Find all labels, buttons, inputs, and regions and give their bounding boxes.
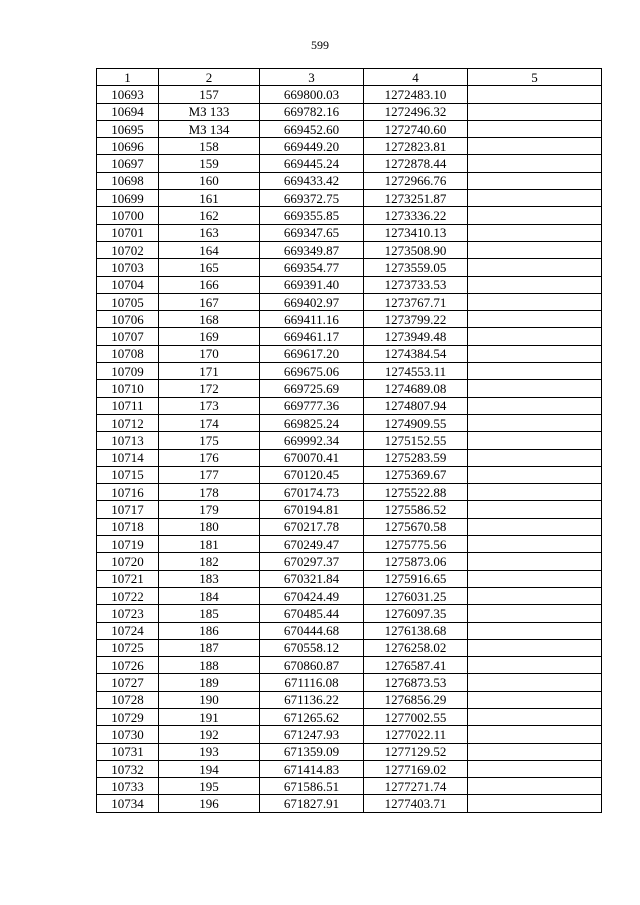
table-cell-col-4: 1272496.32: [364, 103, 468, 120]
table-row: [97, 501, 602, 518]
table-cell-col-1: 10732: [97, 760, 159, 777]
table-cell-col-1: 10733: [97, 778, 159, 795]
table-row: [97, 241, 602, 258]
table-cell-col-5: [468, 86, 602, 103]
table-cell-col-1: 10729: [97, 708, 159, 725]
column-header-1: 1: [97, 69, 159, 86]
table-cell-col-2: 189: [159, 674, 260, 691]
table-cell-col-4: 1276138.68: [364, 622, 468, 639]
table-cell-col-2: 166: [159, 276, 260, 293]
table-cell-col-5: [468, 466, 602, 483]
table-cell-col-1: 10726: [97, 657, 159, 674]
table-cell-col-5: [468, 639, 602, 656]
table-cell-col-3: 669675.06: [260, 363, 364, 380]
table-cell-col-3: 669349.87: [260, 241, 364, 258]
table-cell-col-3: 670860.87: [260, 657, 364, 674]
table-body: [97, 86, 602, 812]
table-cell-col-3: 670194.81: [260, 501, 364, 518]
table-cell-col-4: 1273767.71: [364, 293, 468, 310]
table-cell-col-1: 10709: [97, 363, 159, 380]
table-cell-col-4: 1273336.22: [364, 207, 468, 224]
table-cell-col-4: 1272740.60: [364, 120, 468, 137]
table-row: [97, 380, 602, 397]
table-cell-col-4: 1276873.53: [364, 674, 468, 691]
table-cell-col-5: [468, 622, 602, 639]
table-cell-col-5: [468, 708, 602, 725]
table-cell-col-3: 670120.45: [260, 466, 364, 483]
table-cell-col-5: [468, 190, 602, 207]
table-cell-col-1: 10707: [97, 328, 159, 345]
table-cell-col-2: МЗ 134: [159, 120, 260, 137]
table-cell-col-1: 10702: [97, 241, 159, 258]
table-cell-col-1: 10716: [97, 484, 159, 501]
table-row: [97, 674, 602, 691]
table-cell-col-1: 10722: [97, 587, 159, 604]
table-cell-col-5: [468, 691, 602, 708]
table-row: [97, 190, 602, 207]
table-row: [97, 708, 602, 725]
table-cell-col-4: 1272966.76: [364, 172, 468, 189]
table-cell-col-3: 669825.24: [260, 414, 364, 431]
column-header-2: 2: [159, 69, 260, 86]
table-cell-col-4: 1274689.08: [364, 380, 468, 397]
table-cell-col-5: [468, 778, 602, 795]
table-row: [97, 760, 602, 777]
table-row: [97, 224, 602, 241]
table-cell-col-3: 669992.34: [260, 432, 364, 449]
table-cell-col-3: 670249.47: [260, 536, 364, 553]
table-cell-col-2: 170: [159, 345, 260, 362]
column-header-5: 5: [468, 69, 602, 86]
table-cell-col-5: [468, 224, 602, 241]
table-cell-col-3: 671247.93: [260, 726, 364, 743]
table-row: [97, 138, 602, 155]
table-cell-col-2: 157: [159, 86, 260, 103]
table-cell-col-1: 10734: [97, 795, 159, 812]
table-cell-col-1: 10711: [97, 397, 159, 414]
table-cell-col-2: 161: [159, 190, 260, 207]
table-cell-col-4: 1274909.55: [364, 414, 468, 431]
table-cell-col-1: 10699: [97, 190, 159, 207]
table-cell-col-4: 1274384.54: [364, 345, 468, 362]
table-row: [97, 536, 602, 553]
table-cell-col-5: [468, 103, 602, 120]
table-row: [97, 414, 602, 431]
table-cell-col-2: 158: [159, 138, 260, 155]
table-cell-col-3: 670070.41: [260, 449, 364, 466]
table-header: [97, 69, 602, 86]
table-cell-col-2: 175: [159, 432, 260, 449]
table-cell-col-1: 10721: [97, 570, 159, 587]
table-cell-col-4: 1275670.58: [364, 518, 468, 535]
table-cell-col-3: 670174.73: [260, 484, 364, 501]
table-cell-col-4: 1272483.10: [364, 86, 468, 103]
table-cell-col-1: 10724: [97, 622, 159, 639]
table-cell-col-4: 1277403.71: [364, 795, 468, 812]
table-cell-col-5: [468, 605, 602, 622]
table-cell-col-1: 10712: [97, 414, 159, 431]
table-cell-col-3: 670297.37: [260, 553, 364, 570]
table-cell-col-2: 167: [159, 293, 260, 310]
table-cell-col-1: 10700: [97, 207, 159, 224]
table-cell-col-1: 10710: [97, 380, 159, 397]
table-cell-col-4: 1275152.55: [364, 432, 468, 449]
table-cell-col-1: 10696: [97, 138, 159, 155]
table-cell-col-1: 10697: [97, 155, 159, 172]
table-cell-col-1: 10720: [97, 553, 159, 570]
table-cell-col-2: 173: [159, 397, 260, 414]
table-cell-col-3: 671827.91: [260, 795, 364, 812]
table-cell-col-5: [468, 172, 602, 189]
table-cell-col-2: 164: [159, 241, 260, 258]
table-cell-col-3: 669452.60: [260, 120, 364, 137]
table-cell-col-1: 10731: [97, 743, 159, 760]
table-row: [97, 397, 602, 414]
table-cell-col-3: 669372.75: [260, 190, 364, 207]
table-cell-col-3: 670485.44: [260, 605, 364, 622]
table-cell-col-2: 172: [159, 380, 260, 397]
table-cell-col-1: 10727: [97, 674, 159, 691]
table-cell-col-2: 184: [159, 587, 260, 604]
table-row: [97, 778, 602, 795]
table-cell-col-2: 178: [159, 484, 260, 501]
table-cell-col-3: 671116.08: [260, 674, 364, 691]
table-row: [97, 553, 602, 570]
table-cell-col-2: МЗ 133: [159, 103, 260, 120]
table-cell-col-5: [468, 726, 602, 743]
table-row: [97, 345, 602, 362]
table-cell-col-3: 670321.84: [260, 570, 364, 587]
table-cell-col-3: 671265.62: [260, 708, 364, 725]
table-cell-col-4: 1275775.56: [364, 536, 468, 553]
table-cell-col-4: 1274807.94: [364, 397, 468, 414]
table-cell-col-4: 1272878.44: [364, 155, 468, 172]
table-cell-col-1: 10713: [97, 432, 159, 449]
table-row: [97, 518, 602, 535]
table-cell-col-3: 670444.68: [260, 622, 364, 639]
table-cell-col-5: [468, 363, 602, 380]
table-cell-col-3: 669777.36: [260, 397, 364, 414]
table-cell-col-2: 194: [159, 760, 260, 777]
table-cell-col-2: 171: [159, 363, 260, 380]
table-cell-col-2: 196: [159, 795, 260, 812]
table-cell-col-3: 670558.12: [260, 639, 364, 656]
table-cell-col-4: 1276856.29: [364, 691, 468, 708]
table-row: [97, 639, 602, 656]
table-cell-col-5: [468, 259, 602, 276]
table-cell-col-3: 669391.40: [260, 276, 364, 293]
table-cell-col-1: 10705: [97, 293, 159, 310]
table-row: [97, 259, 602, 276]
table-cell-col-2: 185: [159, 605, 260, 622]
table-cell-col-4: 1272823.81: [364, 138, 468, 155]
table-cell-col-5: [468, 397, 602, 414]
table-cell-col-3: 671359.09: [260, 743, 364, 760]
table-row: [97, 691, 602, 708]
column-header-4: 4: [364, 69, 468, 86]
table-cell-col-2: 177: [159, 466, 260, 483]
table-cell-col-5: [468, 484, 602, 501]
table-cell-col-2: 174: [159, 414, 260, 431]
table-cell-col-1: 10698: [97, 172, 159, 189]
table-cell-col-5: [468, 795, 602, 812]
table-row: [97, 484, 602, 501]
table-cell-col-5: [468, 657, 602, 674]
table-row: [97, 795, 602, 812]
table-cell-col-5: [468, 536, 602, 553]
table-cell-col-4: 1274553.11: [364, 363, 468, 380]
table-cell-col-4: 1275522.88: [364, 484, 468, 501]
table-cell-col-3: 669617.20: [260, 345, 364, 362]
table-cell-col-5: [468, 293, 602, 310]
table-cell-col-4: 1273733.53: [364, 276, 468, 293]
table-cell-col-2: 183: [159, 570, 260, 587]
table-cell-col-4: 1276097.35: [364, 605, 468, 622]
header-row: [97, 69, 602, 86]
table-cell-col-2: 186: [159, 622, 260, 639]
table-cell-col-3: 671136.22: [260, 691, 364, 708]
table-row: [97, 311, 602, 328]
table-cell-col-2: 187: [159, 639, 260, 656]
table-cell-col-5: [468, 760, 602, 777]
table-row: [97, 172, 602, 189]
table-cell-col-1: 10719: [97, 536, 159, 553]
table-cell-col-1: 10703: [97, 259, 159, 276]
table-cell-col-5: [468, 241, 602, 258]
table-row: [97, 293, 602, 310]
table-cell-col-2: 195: [159, 778, 260, 795]
table-cell-col-1: 10708: [97, 345, 159, 362]
table-cell-col-5: [468, 328, 602, 345]
table-cell-col-1: 10717: [97, 501, 159, 518]
table-cell-col-5: [468, 380, 602, 397]
table-row: [97, 155, 602, 172]
table-row: [97, 570, 602, 587]
table-row: [97, 605, 602, 622]
table-cell-col-1: 10723: [97, 605, 159, 622]
table-cell-col-3: 669433.42: [260, 172, 364, 189]
coordinates-table: [96, 68, 602, 813]
table-cell-col-2: 181: [159, 536, 260, 553]
table-cell-col-3: 669782.16: [260, 103, 364, 120]
table-cell-col-1: 10695: [97, 120, 159, 137]
table-cell-col-5: [468, 345, 602, 362]
table-cell-col-5: [468, 414, 602, 431]
table-cell-col-5: [468, 449, 602, 466]
table-cell-col-5: [468, 207, 602, 224]
table-row: [97, 449, 602, 466]
table-cell-col-2: 192: [159, 726, 260, 743]
table-cell-col-3: 669800.03: [260, 86, 364, 103]
table-cell-col-1: 10704: [97, 276, 159, 293]
table-row: [97, 657, 602, 674]
table-cell-col-5: [468, 276, 602, 293]
table-row: [97, 587, 602, 604]
table-cell-col-4: 1277022.11: [364, 726, 468, 743]
table-cell-col-4: 1273251.87: [364, 190, 468, 207]
table-cell-col-2: 165: [159, 259, 260, 276]
table-cell-col-4: 1273949.48: [364, 328, 468, 345]
table-cell-col-4: 1273799.22: [364, 311, 468, 328]
table-row: [97, 120, 602, 137]
table-cell-col-4: 1277129.52: [364, 743, 468, 760]
table-cell-col-2: 190: [159, 691, 260, 708]
table-cell-col-4: 1277002.55: [364, 708, 468, 725]
table-row: [97, 86, 602, 103]
table-cell-col-2: 159: [159, 155, 260, 172]
table-row: [97, 726, 602, 743]
table-cell-col-3: 670217.78: [260, 518, 364, 535]
table-cell-col-1: 10718: [97, 518, 159, 535]
table-cell-col-5: [468, 674, 602, 691]
table-cell-col-3: 670424.49: [260, 587, 364, 604]
table-cell-col-5: [468, 155, 602, 172]
table-cell-col-5: [468, 553, 602, 570]
table-cell-col-4: 1275369.67: [364, 466, 468, 483]
table-cell-col-1: 10725: [97, 639, 159, 656]
table-cell-col-2: 182: [159, 553, 260, 570]
table-cell-col-1: 10714: [97, 449, 159, 466]
table-row: [97, 432, 602, 449]
table-cell-col-2: 188: [159, 657, 260, 674]
table-cell-col-4: 1277169.02: [364, 760, 468, 777]
table-cell-col-5: [468, 743, 602, 760]
table-cell-col-1: 10728: [97, 691, 159, 708]
table-cell-col-5: [468, 138, 602, 155]
table-cell-col-5: [468, 120, 602, 137]
table-row: [97, 103, 602, 120]
table-cell-col-4: 1273410.13: [364, 224, 468, 241]
table-row: [97, 743, 602, 760]
table-cell-col-2: 163: [159, 224, 260, 241]
table-cell-col-3: 669725.69: [260, 380, 364, 397]
table-cell-col-3: 669411.16: [260, 311, 364, 328]
column-header-3: 3: [260, 69, 364, 86]
table-cell-col-3: 669402.97: [260, 293, 364, 310]
table-cell-col-3: 669461.17: [260, 328, 364, 345]
table-row: [97, 466, 602, 483]
table-row: [97, 328, 602, 345]
table-cell-col-4: 1275283.59: [364, 449, 468, 466]
table-cell-col-4: 1273508.90: [364, 241, 468, 258]
table-cell-col-2: 169: [159, 328, 260, 345]
table-cell-col-1: 10730: [97, 726, 159, 743]
table-cell-col-4: 1275873.06: [364, 553, 468, 570]
table-cell-col-3: 669347.65: [260, 224, 364, 241]
table-cell-col-3: 669354.77: [260, 259, 364, 276]
table-cell-col-1: 10694: [97, 103, 159, 120]
table-cell-col-4: 1275916.65: [364, 570, 468, 587]
table-row: [97, 363, 602, 380]
table-cell-col-4: 1276258.02: [364, 639, 468, 656]
table-cell-col-2: 179: [159, 501, 260, 518]
table-cell-col-2: 193: [159, 743, 260, 760]
table-row: [97, 207, 602, 224]
table-cell-col-1: 10715: [97, 466, 159, 483]
table-cell-col-2: 176: [159, 449, 260, 466]
table-cell-col-2: 162: [159, 207, 260, 224]
table-cell-col-4: 1273559.05: [364, 259, 468, 276]
table-row: [97, 276, 602, 293]
table-cell-col-3: 669445.24: [260, 155, 364, 172]
table-cell-col-2: 160: [159, 172, 260, 189]
table-cell-col-1: 10706: [97, 311, 159, 328]
table-cell-col-4: 1275586.52: [364, 501, 468, 518]
table-cell-col-5: [468, 518, 602, 535]
table-cell-col-4: 1277271.74: [364, 778, 468, 795]
table-cell-col-3: 671414.83: [260, 760, 364, 777]
table-cell-col-5: [468, 587, 602, 604]
table-cell-col-2: 180: [159, 518, 260, 535]
table-cell-col-3: 671586.51: [260, 778, 364, 795]
table-cell-col-1: 10693: [97, 86, 159, 103]
table-cell-col-5: [468, 570, 602, 587]
table-cell-col-4: 1276031.25: [364, 587, 468, 604]
table-cell-col-5: [468, 501, 602, 518]
table-cell-col-3: 669449.20: [260, 138, 364, 155]
table-cell-col-5: [468, 311, 602, 328]
table-cell-col-5: [468, 432, 602, 449]
table-row: [97, 622, 602, 639]
page-number: 599: [311, 38, 329, 52]
table-cell-col-4: 1276587.41: [364, 657, 468, 674]
table-cell-col-2: 191: [159, 708, 260, 725]
table-cell-col-2: 168: [159, 311, 260, 328]
table-cell-col-3: 669355.85: [260, 207, 364, 224]
table-cell-col-1: 10701: [97, 224, 159, 241]
